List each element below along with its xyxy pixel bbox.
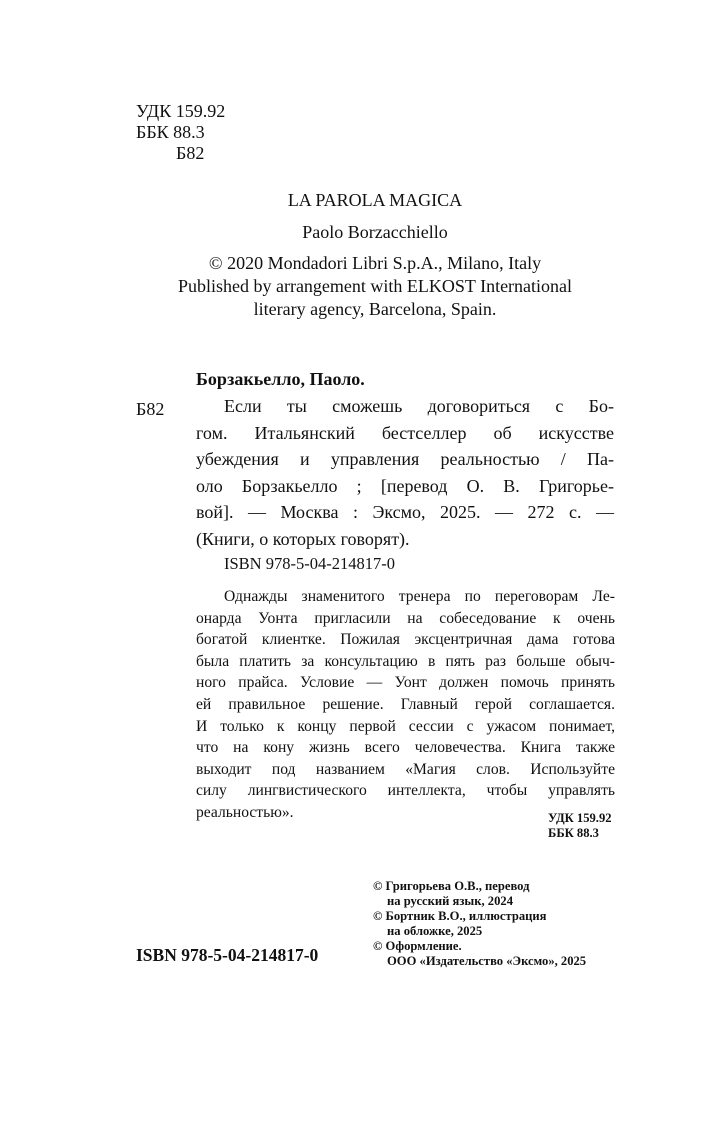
original-arrangement-line: literary agency, Barcelona, Spain. — [253, 299, 497, 319]
original-edition-block — [120, 189, 630, 321]
copyright-line: © Оформление. — [373, 939, 462, 953]
copyright-line: ООО «Издательство «Эксмо», 2025 — [387, 954, 587, 968]
header-author-mark: Б82 — [176, 143, 205, 163]
original-title: LA PAROLA MAGICA — [287, 190, 463, 210]
record-description — [196, 393, 614, 553]
record-description-line: оло Борзакьелло ; [перевод О. В. Григорье- — [196, 475, 614, 496]
record-isbn: ISBN 978-5-04-214817-0 — [224, 554, 395, 573]
copyright-line: на обложке, 2025 — [387, 924, 483, 938]
copyright-line: на русский язык, 2024 — [387, 894, 513, 908]
annotation-line: выходит под названием «Магия слов. Используйте — [196, 760, 615, 778]
header-bbk: ББК 88.3 — [136, 122, 205, 142]
annotation-line: И только к концу первой сессии с ужасом понимает, — [196, 717, 615, 735]
record-description-line: вой]. — Москва : Эксмо, 2025. — 272 с. — — [196, 502, 614, 523]
original-author: Paolo Borzacchiello — [302, 222, 448, 242]
copyright-line: © Григорьева О.В., перевод — [373, 879, 530, 893]
footer-udk: УДК 159.92 — [548, 811, 612, 825]
annotation-line: Однажды знаменитого тренера по переговорам Ле- — [224, 588, 615, 605]
original-arrangement-line: Published by arrangement with ELKOST International — [177, 276, 573, 296]
annotation-line: что на кону жизнь всего человечества. Книга также — [196, 739, 615, 757]
record-author-heading: Борзакьелло, Паоло. — [196, 369, 365, 389]
copyright-line: © Бортник В.О., иллюстрация — [373, 909, 547, 923]
annotation-line: богатой клиентке. Пожилая эксцентричная дама готова — [196, 631, 615, 649]
record-author-mark: Б82 — [136, 399, 165, 419]
record-description-line: гом. Итальянский бестселлер об искусстве — [196, 422, 614, 443]
annotation-line: была платить за консультацию в пять раз больше обыч- — [196, 652, 615, 670]
original-copyright: © 2020 Mondadori Libri S.p.A., Milano, Italy — [208, 253, 542, 273]
annotation-line: ного прайса. Условие — Уонт должен помочь принять — [196, 674, 615, 692]
annotation — [196, 586, 615, 824]
annotation-line: реальностью». — [196, 803, 294, 821]
footer-bbk: ББК 88.3 — [548, 826, 599, 840]
header-udk: УДК 159.92 — [136, 101, 226, 121]
footer-copyright-block — [373, 879, 586, 969]
annotation-line: силу лингвистического интеллекта, чтобы управлять — [196, 782, 615, 800]
record-description-line: (Книги, о которых говорят). — [196, 528, 410, 549]
footer-isbn: ISBN 978-5-04-214817-0 — [136, 945, 319, 965]
record-description-line: Если ты сможешь договориться с Бо- — [224, 396, 614, 416]
record-description-line: убеждения и управления реальностью / Па- — [196, 449, 614, 470]
annotation-line: онарда Уонта пригласили на собеседование к очень — [196, 609, 615, 627]
annotation-line: ей правильное решение. Главный герой соглашается. — [196, 695, 615, 713]
